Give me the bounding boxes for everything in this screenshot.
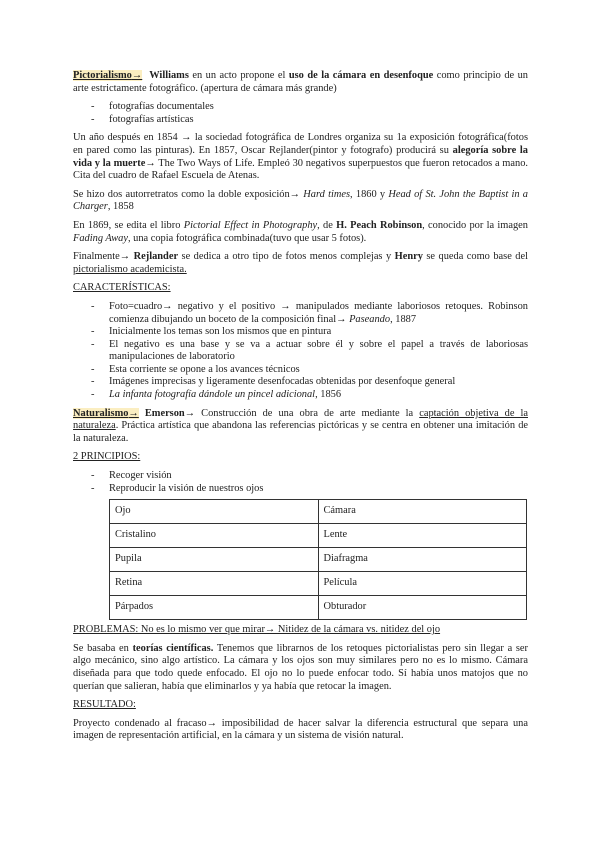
list-item — [109, 376, 528, 389]
text: → Construcción de una obra de arte mediante la — [184, 407, 420, 419]
table-cell: Ojo — [110, 500, 319, 524]
list-item: - fotografías artísticas — [109, 114, 528, 127]
text: Foto=cuadro→ negativo y el positivo → manipulados mediante laboriosos retoques. Robinson comienza dibujando un boceto de la composición final→ — [109, 300, 528, 325]
list-caracteristicas — [73, 301, 528, 402]
text: , 1860 y — [350, 188, 389, 200]
paragraph-pictorialismo — [73, 70, 528, 95]
term-naturalismo: Naturalismo — [73, 407, 129, 419]
list-item: - Recoger visión — [109, 470, 528, 483]
bold-text: alegoría sobre la vida y la muerte — [73, 144, 528, 169]
text: Un año después en 1854 → la sociedad fotográfica de Londres organiza su 1a exposición fotográfica(fotos en pared como las pinturas). En 1857, Oscar Rejlander(pintor y fotografo) producirá su — [73, 132, 528, 156]
text: → The Two Ways of Life. Empleó 30 negativos superpuestos que fueron retocados a mano. Cita del cuadro de Rafael Escuela de Atenas. — [73, 157, 528, 182]
table-cell: Cámara — [318, 500, 527, 524]
paragraph-1854 — [73, 132, 528, 182]
bold-text: Rejlander — [133, 251, 179, 263]
table-cell: Obturador — [318, 596, 527, 620]
text: Esta corriente se opone a los avances técnicos — [109, 363, 300, 375]
bold-text: H. Peach Robinson — [336, 219, 423, 231]
text: Se basaba en — [73, 642, 133, 654]
heading-problemas: PROBLEMAS: No es lo mismo ver que mirar→ Nitidez de la cámara vs. nitidez del ojo — [73, 624, 441, 636]
table-cell: Párpados — [110, 596, 319, 620]
name-williams: Williams — [149, 70, 189, 81]
name-emerson: Emerson — [138, 407, 185, 419]
text: se queda como base del — [422, 251, 528, 263]
text: En 1869, se edita el libro — [73, 219, 184, 231]
text: , conocido por la imagen — [422, 219, 528, 231]
table-cell: Lente — [318, 524, 527, 548]
italic-text: Paseando — [349, 313, 391, 325]
term-pictorialismo: Pictorialismo — [73, 70, 132, 81]
text: . Práctica artística que abandona las referencias pictóricas y se centra en obtener una imitación de la naturaleza. — [73, 420, 528, 444]
table-cell: Película — [318, 572, 527, 596]
paragraph-finalmente — [73, 251, 528, 276]
table-row — [110, 548, 527, 572]
text: Tenemos que librarnos de los retoques pictorialistas pero sin llegar a ser algo mecánico, sino algo artístico. La cámara y los ojos son muy similares pero no es lo mismo. Cámara diseñada para que todo quede enfocado. El ojo no lo puede enfocar todo. Sí había unos matojos que no querían que salieran, había que eliminarlos y ya había que retocar la imagen. — [73, 642, 528, 692]
paragraph-resultado: Proyecto condenado al fracaso→ imposibilidad de hacer salvar la diferencia estructural que separa una imagen de representación artificial, en la cámara y un sistema de visión natural. — [73, 717, 528, 742]
text: Se hizo dos autorretratos como la doble exposición→ — [73, 188, 304, 200]
text: El negativo es una base y se va a actuar sobre él y sobre el papel a través de laboriosas manipulaciones de laboratorio — [109, 338, 528, 363]
heading-caracteristicas: CARACTERÍSTICAS: — [73, 282, 171, 294]
arrow: → — [128, 407, 139, 419]
table-row — [110, 524, 527, 548]
text: Inicialmente los temas son los mismos que en pintura — [109, 326, 332, 338]
heading-resultado: RESULTADO: — [73, 699, 136, 711]
list-item — [109, 339, 528, 364]
table-row — [110, 572, 527, 596]
arrow: → — [131, 70, 143, 81]
bold-text: uso de la cámara en desenfoque — [288, 70, 434, 81]
list-item: - fotografías documentales — [109, 101, 528, 114]
italic-text: La infanta fotografía dándole un pincel adicional — [109, 389, 316, 401]
underlined-text: pictorialismo academicista. — [73, 263, 187, 275]
paragraph-naturalismo — [73, 408, 528, 446]
italic-text: Pictorial Effect in Photography — [183, 219, 318, 231]
underlined-text: captación objetiva de la naturaleza — [73, 407, 528, 432]
text: , de — [317, 219, 337, 231]
paragraph-autorretratos — [73, 189, 528, 214]
text: se dedica a otro tipo de fotos menos complejas y — [178, 251, 395, 263]
text: como principio de un arte estrictamente fotográfico. (apertura de cámara más grande) — [73, 70, 528, 94]
table-cell: Diafragma — [318, 548, 527, 572]
document-page — [73, 70, 528, 749]
italic-text: Fading Away — [73, 232, 128, 244]
heading-principios: 2 PRINCIPIOS: — [73, 451, 141, 463]
italic-text: Hard times — [303, 188, 351, 200]
list-item — [109, 389, 528, 402]
list-item — [109, 364, 528, 377]
bold-text: Henry — [394, 251, 423, 263]
comparison-table — [109, 499, 527, 620]
bold-text: teorías científicas. — [132, 642, 214, 654]
text: , 1887 — [390, 313, 417, 325]
paragraph-teorias — [73, 643, 528, 693]
text: , 1856 — [315, 389, 342, 401]
list-photo-types — [73, 101, 528, 126]
list-item: - Reproducir la visión de nuestros ojos — [109, 483, 528, 496]
italic-text: Head of St. John the Baptist in a Charger — [73, 188, 528, 213]
text: , una copia fotográfica combinada(tuvo que usar 5 fotos). — [127, 232, 367, 244]
text: en un acto propone el — [188, 70, 289, 81]
table-cell: Cristalino — [110, 524, 319, 548]
text: Finalmente→ — [73, 251, 134, 263]
paragraph-1869 — [73, 220, 528, 245]
table-cell: Pupila — [110, 548, 319, 572]
list-item — [109, 326, 528, 339]
table-cell: Retina — [110, 572, 319, 596]
text: , 1858 — [107, 201, 134, 213]
table-row — [110, 500, 527, 524]
list-principios — [73, 470, 528, 495]
text: Imágenes imprecisas y ligeramente desenfocadas obtenidas por desenfoque general — [109, 376, 456, 388]
table-row — [110, 596, 527, 620]
list-item — [109, 301, 528, 326]
